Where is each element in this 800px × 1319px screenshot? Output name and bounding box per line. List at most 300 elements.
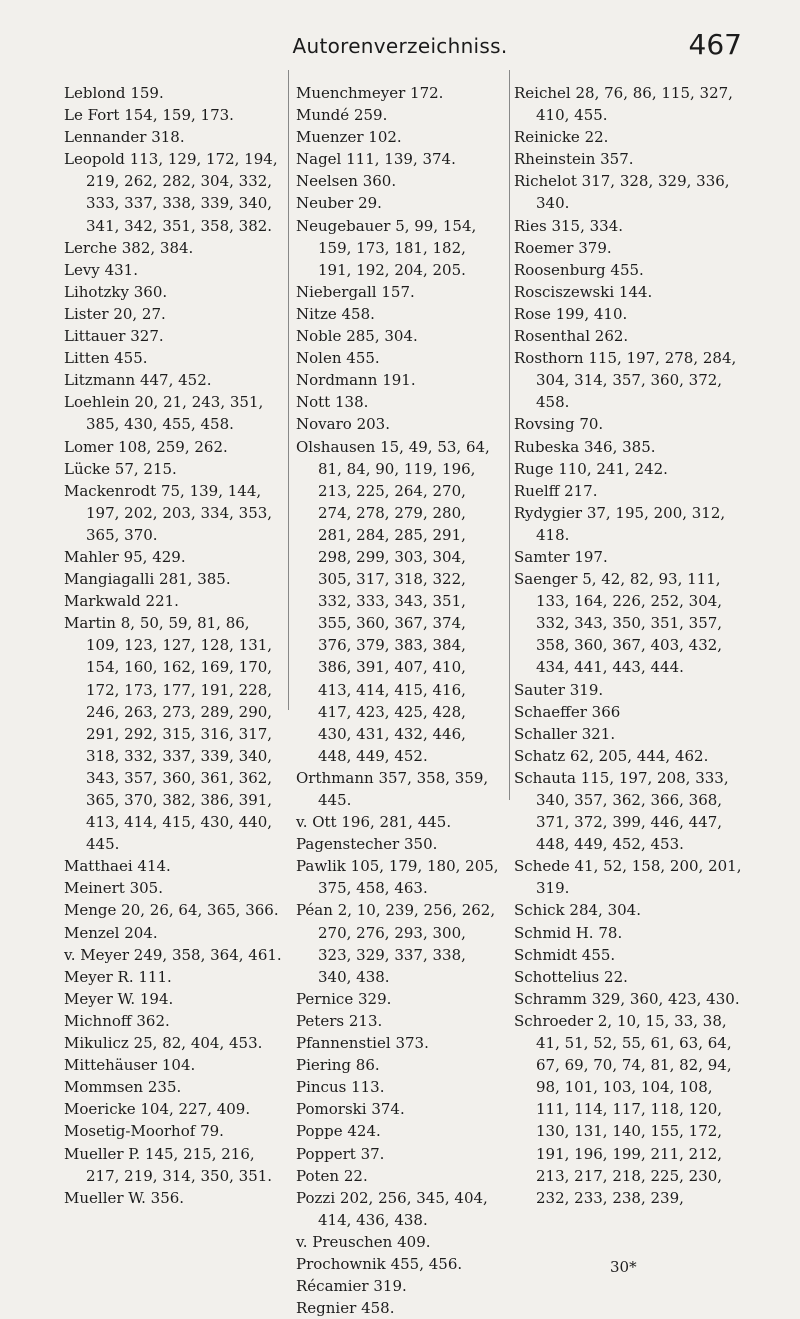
index-entry	[64, 369, 284, 391]
page-references: 20, 26, 64, 365, 366.	[121, 901, 279, 920]
page-references: 70.	[579, 415, 604, 434]
author-name: Littauer	[64, 327, 126, 346]
index-entry	[514, 723, 744, 745]
index-entry	[514, 679, 744, 701]
author-name: Schatz	[514, 746, 566, 765]
author-name: Litten	[64, 349, 110, 368]
page-references: 22.	[343, 1166, 368, 1185]
index-entry	[296, 1120, 500, 1142]
index-entry	[64, 458, 284, 480]
author-name: Lihotzky	[64, 282, 129, 301]
index-entry	[64, 104, 284, 126]
page-references: 259.	[353, 106, 388, 125]
index-entry	[64, 855, 284, 877]
index-entry	[64, 303, 284, 325]
author-name: Pozzi	[296, 1188, 336, 1207]
page-references: 2, 10, 239, 256, 262, 270, 276, 293, 300, 323, 329, 337, 338, 340, 438.	[318, 901, 496, 986]
author-name: Niebergall	[296, 282, 377, 301]
index-entry	[296, 148, 500, 170]
page-references: 458.	[361, 1299, 395, 1318]
index-entry	[64, 281, 284, 303]
index-entry	[296, 767, 500, 811]
author-name: Martin	[64, 614, 116, 633]
index-entry	[296, 1297, 500, 1319]
index-entry	[296, 833, 500, 855]
author-name: Litzmann	[64, 371, 136, 390]
author-name: Orthmann	[296, 768, 374, 787]
index-entry	[296, 325, 500, 347]
page-references: 15, 49, 53, 64, 81, 84, 90, 119, 196, 213, 225, 264, 270, 274, 278, 279, 280, 281, 284, 285, 291, 298, 299, 303, 304, 305, 317, 318, 322, 332, 333, 343, 351, 355, 360, 367, 374, 376, 379, 383, 384, 386, 391, 407, 410, 413, 414, 415, 416, 417, 423, 425, 428, 430, 431, 432, 446, 448, 449, 452.	[318, 437, 490, 765]
page-references: 319.	[569, 680, 604, 699]
index-entry	[64, 148, 284, 236]
index-entry	[514, 303, 744, 325]
index-entry	[514, 325, 744, 347]
page-references: 357, 358, 359, 445.	[318, 768, 489, 809]
index-entry	[296, 192, 500, 214]
author-name: Lennander	[64, 128, 147, 147]
index-entry	[296, 391, 500, 413]
page-references: 379.	[578, 238, 612, 257]
index-column-2	[296, 82, 500, 1319]
index-entry	[64, 480, 284, 546]
page-references: 75, 139, 144, 197, 202, 203, 334, 353, 365, 370.	[86, 481, 273, 544]
index-column-1	[64, 82, 284, 1209]
page-references: 8, 50, 59, 81, 86, 109, 123, 127, 128, 131, 154, 160, 162, 169, 170, 172, 173, 177, 191, 228, 246, 263, 273, 289, 290, 291, 292, 315, 316, 317, 318, 332, 337, 339, 340, 343, 357, 360, 361, 362, 365, 370, 382, 386, 391, 413, 414, 415, 430, 440, 445.	[86, 614, 273, 854]
index-entry	[514, 458, 744, 480]
author-name: Menge	[64, 901, 117, 920]
page-references: 37.	[360, 1144, 385, 1163]
page-references: 373.	[395, 1034, 429, 1053]
page-references: 196, 281, 445.	[341, 813, 452, 832]
page-references: 317, 328, 329, 336, 340.	[536, 172, 730, 213]
page-references: 409.	[397, 1232, 431, 1251]
author-name: Schramm	[514, 989, 587, 1008]
page-references: 57, 215.	[114, 459, 177, 478]
page-references: 105, 179, 180, 205, 375, 458, 463.	[318, 857, 499, 898]
page-references: 262.	[594, 327, 629, 346]
page-references: 455.	[346, 349, 380, 368]
author-name: Rosenthal	[514, 327, 590, 346]
index-entry	[514, 82, 744, 126]
author-name: Roemer	[514, 238, 574, 257]
page-references: 157.	[381, 282, 415, 301]
author-name: Rosciszewski	[514, 282, 615, 301]
author-name: Muenzer	[296, 128, 364, 147]
author-name: Meinert	[64, 879, 125, 898]
index-entry	[64, 237, 284, 259]
page-references: 108, 259, 262.	[118, 437, 228, 456]
author-name: Pawlik	[296, 857, 346, 876]
index-entry	[296, 1275, 500, 1297]
author-name: Récamier	[296, 1277, 369, 1296]
page-references: 197.	[574, 547, 608, 566]
page-references: 2, 10, 15, 33, 38, 41, 51, 52, 55, 61, 63, 64, 67, 69, 70, 74, 81, 82, 94, 98, 101, 103, 104, 108, 111, 114, 117, 118, 120, 130, 131, 140, 155, 172, 191, 196, 199, 211, 212, 213, 217, 218, 225, 230, 232, 233, 238, 239,	[536, 1011, 732, 1207]
author-name: Novaro	[296, 415, 352, 434]
index-entry	[296, 855, 500, 899]
index-entry	[296, 811, 500, 833]
author-name: Mikulicz	[64, 1034, 129, 1053]
index-entry	[64, 546, 284, 568]
page-references: 414.	[137, 857, 171, 876]
author-name: Rosthorn	[514, 349, 584, 368]
index-entry	[514, 170, 744, 214]
page-references: 22.	[584, 128, 609, 147]
page-references: 104, 227, 409.	[140, 1100, 251, 1119]
author-name: Mackenrodt	[64, 481, 157, 500]
index-entry	[514, 966, 744, 988]
author-name: Lister	[64, 304, 109, 323]
index-entry	[64, 1010, 284, 1032]
author-name: Peters	[296, 1011, 345, 1030]
index-entry	[296, 281, 500, 303]
page-references: 455.	[610, 260, 644, 279]
author-name: Rovsing	[514, 415, 575, 434]
author-name: Neelsen	[296, 172, 358, 191]
index-entry	[64, 568, 284, 590]
author-name: Schottelius	[514, 967, 600, 986]
index-entry	[514, 126, 744, 148]
page-header	[0, 0, 800, 70]
index-entry	[514, 215, 744, 237]
author-name: Nagel	[296, 150, 342, 169]
page-references: 235.	[147, 1078, 182, 1097]
index-entry	[514, 767, 744, 855]
page-references: 319.	[373, 1277, 407, 1296]
index-entry	[514, 480, 744, 502]
page-references: 41, 52, 158, 200, 201, 319.	[536, 857, 742, 898]
index-entry	[64, 922, 284, 944]
author-name: Mangiagalli	[64, 570, 155, 589]
index-entry	[64, 1120, 284, 1142]
page-references: 221.	[145, 592, 179, 611]
author-name: Mosetig-Moorhof	[64, 1122, 196, 1141]
page-references: 29.	[358, 194, 382, 213]
author-name: Nott	[296, 393, 331, 412]
author-name: Richelot	[514, 172, 577, 191]
column-rule-right	[509, 70, 510, 800]
author-name: Levy	[64, 260, 100, 279]
page-references: 285, 304.	[346, 327, 418, 346]
author-name: Reinicke	[514, 128, 580, 147]
page-references: 20, 27.	[113, 304, 166, 323]
author-name: Moericke	[64, 1100, 136, 1119]
author-name: Rubeska	[514, 437, 580, 456]
page-references: 191.	[382, 371, 416, 390]
page-references: 346, 385.	[583, 437, 656, 456]
page-references: 20, 21, 243, 351, 385, 430, 455, 458.	[86, 393, 264, 434]
author-name: Le Fort	[64, 106, 120, 125]
author-name: Schede	[514, 857, 570, 876]
author-name: Muenchmeyer	[296, 84, 406, 102]
author-name: Rydygier	[514, 503, 583, 522]
index-entry	[296, 413, 500, 435]
page-references: 28, 76, 86, 115, 327, 410, 455.	[536, 84, 733, 125]
index-entry	[514, 855, 744, 899]
page-references: 329.	[357, 989, 392, 1008]
index-entry	[514, 944, 744, 966]
page-references: 204.	[124, 923, 158, 942]
page-references: 154, 159, 173.	[124, 106, 234, 125]
author-name: Michnoff	[64, 1011, 132, 1030]
column-rule-left	[288, 70, 289, 710]
index-entry	[64, 436, 284, 458]
author-name: Ruge	[514, 459, 554, 478]
author-name: Mommsen	[64, 1078, 144, 1097]
author-name: v. Ott	[296, 813, 337, 832]
index-entry	[296, 1253, 500, 1275]
index-entry	[296, 369, 500, 391]
page-references: 78.	[598, 923, 623, 942]
author-name: Schroeder	[514, 1011, 594, 1030]
index-entry	[296, 1143, 500, 1165]
index-entry	[64, 590, 284, 612]
index-entry	[296, 899, 500, 987]
index-entry	[514, 899, 744, 921]
page-references: 281, 385.	[159, 570, 231, 589]
page-references: 318.	[151, 128, 185, 147]
page-references: 111.	[138, 967, 172, 986]
page-references: 86.	[355, 1056, 380, 1075]
index-entry	[514, 237, 744, 259]
index-entry	[514, 347, 744, 413]
index-entry	[296, 1032, 500, 1054]
page-references: 249, 358, 364, 461.	[133, 945, 282, 964]
author-name: Lerche	[64, 238, 117, 257]
index-entry	[64, 347, 284, 369]
author-name: v. Preuschen	[296, 1232, 393, 1251]
page-references: 199, 410.	[555, 304, 628, 323]
author-name: Lücke	[64, 459, 110, 478]
author-name: Noble	[296, 327, 342, 346]
index-entry	[64, 82, 284, 104]
author-name: Nitze	[296, 304, 337, 323]
author-name: Schaller	[514, 724, 577, 743]
page-references: 79.	[200, 1122, 224, 1141]
index-entry	[296, 104, 500, 126]
page-references: 284, 304.	[569, 901, 641, 920]
author-name: Samter	[514, 547, 570, 566]
page-references: 357.	[600, 150, 634, 169]
author-name: Mundé	[296, 106, 350, 125]
index-entry	[296, 170, 500, 192]
page-references: 159.	[130, 84, 164, 102]
author-name: Nordmann	[296, 371, 378, 390]
page-references: 382, 384.	[121, 238, 194, 257]
index-entry	[514, 281, 744, 303]
index-entry	[296, 1187, 500, 1231]
page-references: 194.	[139, 989, 174, 1008]
page-references: 360.	[362, 172, 397, 191]
running-title: Autorenverzeichniss.	[292, 34, 508, 58]
page-references: 5, 99, 154, 159, 173, 181, 182, 191, 192, 204, 205.	[318, 216, 477, 279]
index-entry	[296, 1054, 500, 1076]
page-references: 104.	[161, 1056, 196, 1075]
author-name: Olshausen	[296, 437, 376, 456]
index-entry	[514, 1010, 744, 1209]
page-references: 62, 205, 444, 462.	[570, 746, 709, 765]
author-name: Menzel	[64, 923, 120, 942]
index-entry	[514, 988, 744, 1010]
index-entry	[514, 148, 744, 170]
author-name: Regnier	[296, 1299, 357, 1318]
page-references: 329, 360, 423, 430.	[591, 989, 740, 1008]
index-entry	[64, 259, 284, 281]
index-entry	[64, 1054, 284, 1076]
author-name: Schmid H.	[514, 923, 594, 942]
author-name: Schaeffer	[514, 702, 587, 721]
index-entry	[64, 126, 284, 148]
author-name: Neugebauer	[296, 216, 391, 235]
page-references: 321.	[581, 724, 616, 743]
page-references: 111, 139, 374.	[346, 150, 456, 169]
page-references: 22.	[604, 967, 628, 986]
author-name: Loehlein	[64, 393, 130, 412]
author-name: v. Meyer	[64, 945, 129, 964]
author-name: Rose	[514, 304, 551, 323]
author-name: Meyer W.	[64, 989, 136, 1008]
page-references: 356.	[150, 1188, 185, 1207]
page-references: 102.	[368, 128, 402, 147]
author-name: Sauter	[514, 680, 565, 699]
author-name: Mittehäuser	[64, 1056, 158, 1075]
page-references: 315, 334.	[551, 216, 624, 235]
author-name: Mahler	[64, 547, 119, 566]
index-entry	[64, 1143, 284, 1187]
page-references: 350.	[404, 835, 438, 854]
author-name: Leblond	[64, 84, 126, 102]
index-entry	[64, 391, 284, 435]
author-name: Pernice	[296, 989, 354, 1008]
index-entry	[64, 1076, 284, 1098]
page-references: 110, 241, 242.	[558, 459, 668, 478]
page-references: 144.	[618, 282, 653, 301]
author-name: Leopold	[64, 150, 125, 169]
index-entry	[64, 966, 284, 988]
index-entry	[64, 1032, 284, 1054]
page-references: 25, 82, 404, 453.	[133, 1034, 263, 1053]
page-references: 213.	[348, 1011, 383, 1030]
page-references: 5, 42, 82, 93, 111, 133, 164, 226, 252, 304, 332, 343, 350, 351, 357, 358, 360, 367, 403, 432, 434, 441, 443, 444.	[536, 570, 723, 677]
page-references: 95, 429.	[123, 547, 186, 566]
author-name: Neuber	[296, 194, 354, 213]
index-entry	[296, 126, 500, 148]
page-references: 366	[591, 702, 621, 721]
author-name: Reichel	[514, 84, 571, 102]
page-references: 113.	[351, 1078, 385, 1097]
index-entry	[296, 215, 500, 281]
index-entry	[514, 259, 744, 281]
page-references: 145, 215, 216, 217, 219, 314, 350, 351.	[86, 1144, 273, 1185]
author-name: Mueller P.	[64, 1144, 141, 1163]
page-references: 115, 197, 208, 333, 340, 357, 362, 366, 368, 371, 372, 399, 446, 447, 448, 449, 452, 453.	[536, 768, 729, 854]
author-name: Nolen	[296, 349, 342, 368]
index-entry	[64, 877, 284, 899]
index-entry	[64, 899, 284, 921]
author-name: Piering	[296, 1056, 351, 1075]
page-references: 138.	[335, 393, 369, 412]
index-entry	[64, 1187, 284, 1209]
index-entry	[514, 502, 744, 546]
index-entry	[514, 745, 744, 767]
author-name: Prochownik	[296, 1254, 386, 1273]
author-name: Saenger	[514, 570, 578, 589]
index-entry	[296, 988, 500, 1010]
page-references: 447, 452.	[139, 371, 212, 390]
index-entry	[514, 568, 744, 678]
author-name: Mueller W.	[64, 1188, 146, 1207]
author-name: Péan	[296, 901, 333, 920]
page-references: 362.	[136, 1011, 170, 1030]
index-entry	[514, 546, 744, 568]
page-references: 113, 129, 172, 194, 219, 262, 282, 304, 332, 333, 337, 338, 339, 340, 341, 342, 351, 358, 382.	[86, 150, 278, 235]
index-entry	[296, 82, 500, 104]
author-name: Schick	[514, 901, 565, 920]
page-number: 467	[688, 28, 742, 61]
page-references: 455, 456.	[390, 1254, 463, 1273]
page-references: 327.	[130, 327, 164, 346]
index-entry	[514, 701, 744, 723]
author-name: Matthaei	[64, 857, 133, 876]
author-name: Ruelff	[514, 481, 560, 500]
author-name: Ries	[514, 216, 547, 235]
page-references: 455.	[581, 945, 616, 964]
index-entry	[296, 1076, 500, 1098]
author-name: Poppert	[296, 1144, 356, 1163]
index-entry	[514, 922, 744, 944]
author-name: Pfannenstiel	[296, 1034, 391, 1053]
page-references: 203.	[356, 415, 390, 434]
page-references: 115, 197, 278, 284, 304, 314, 357, 360, 372, 458.	[536, 349, 737, 412]
index-entry	[64, 612, 284, 855]
page-references: 458.	[341, 304, 375, 323]
author-name: Pincus	[296, 1078, 347, 1097]
index-entry	[296, 1098, 500, 1120]
index-entry	[514, 413, 744, 435]
author-name: Poppe	[296, 1122, 343, 1141]
author-name: Markwald	[64, 592, 141, 611]
author-name: Poten	[296, 1166, 340, 1185]
index-entry	[64, 325, 284, 347]
page-references: 374.	[371, 1100, 405, 1119]
index-entry	[64, 1098, 284, 1120]
index-entry	[296, 1010, 500, 1032]
author-name: Rheinstein	[514, 150, 596, 169]
page-references: 360.	[133, 282, 168, 301]
author-name: Schmidt	[514, 945, 577, 964]
index-entry	[296, 303, 500, 325]
page-references: 37, 195, 200, 312, 418.	[536, 503, 726, 544]
page-references: 202, 256, 345, 404, 414, 436, 438.	[318, 1188, 488, 1229]
index-entry	[296, 347, 500, 369]
page-references: 305.	[129, 879, 163, 898]
page-references: 431.	[104, 260, 138, 279]
signature-mark: 30*	[610, 1258, 637, 1276]
index-entry	[64, 988, 284, 1010]
page-references: 217.	[564, 481, 598, 500]
author-name: Meyer R.	[64, 967, 134, 986]
author-name: Lomer	[64, 437, 114, 456]
index-entry	[296, 1231, 500, 1253]
page-references: 172.	[410, 84, 444, 102]
index-entry	[296, 1165, 500, 1187]
index-entry	[64, 944, 284, 966]
author-name: Pomorski	[296, 1100, 367, 1119]
author-name: Pagenstecher	[296, 835, 400, 854]
author-name: Roosenburg	[514, 260, 606, 279]
page-references: 455.	[114, 349, 148, 368]
index-entry	[514, 436, 744, 458]
index-entry	[296, 436, 500, 767]
